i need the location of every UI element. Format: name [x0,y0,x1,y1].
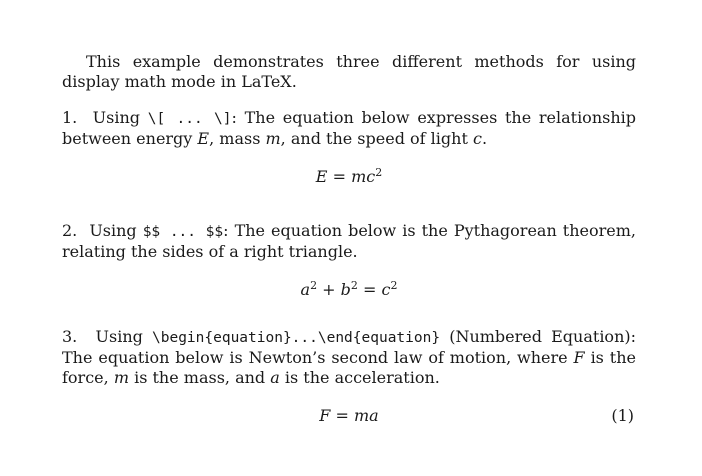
eq2-c: c [381,280,391,299]
section-1-paragraph [62,108,636,149]
eq1-equals: = [327,167,352,186]
eq2-b: b [340,280,351,299]
equation-newton [62,406,636,426]
equation-mass-energy [62,167,636,187]
section-1-text-c: , and the speed of light [280,129,473,148]
section-1-code: \[ ... \] [147,111,232,127]
section-1-number: 1. [62,108,78,127]
eq2-a-exponent: 2 [310,278,318,292]
var-a: a [270,368,280,387]
section-3-text-c: is the mass, and [128,368,271,387]
equation-number: (1) [611,406,634,425]
section-2-text: : The equation below is the Pythagorean theorem, relating the sides of a right triangle. [62,221,636,261]
section-2-code: $$ ... $$ [142,224,224,240]
section-3-number: 3. [62,327,78,346]
section-3-text-b: is the force, [62,348,636,387]
eq2-c-exponent: 2 [390,278,398,292]
section-1-text-b: , mass [209,129,266,148]
section-3-using: Using [95,327,143,346]
section-3-paragraph [62,327,636,388]
section-2-using: Using [89,221,137,240]
section-1-using: Using [92,108,141,127]
section-2-number: 2. [62,221,78,240]
eq3-lhs: F [319,406,331,425]
intro-paragraph: This example demonstrates three different methods for using display math mode in LaTeX. [62,52,636,91]
var-e: E [197,129,210,148]
var-f: F [573,348,585,367]
eq2-equals: = [357,280,382,299]
section-1-text: : The equation below expresses the relationship between energy [62,108,636,148]
var-c: c [472,129,482,148]
section-2-paragraph [62,221,636,262]
eq3-equals: = [330,406,354,425]
section-1-text-d: . [481,129,488,148]
var-m: m [265,129,281,148]
var-m-2: m [113,368,129,387]
eq3-rhs: ma [353,406,379,425]
section-3-text: (Numbered Equation): The equation below is Newton’s second law of motion, where [62,327,637,367]
eq2-plus: + [317,280,341,299]
eq2-b-exponent: 2 [350,278,358,292]
equation-pythagorean [62,280,636,300]
eq1-lhs: E [315,167,328,186]
eq1-exponent: 2 [375,165,383,179]
eq1-rhs: mc [351,167,376,186]
eq2-a: a [300,280,311,299]
section-3-code: \begin{equation}...\end{equation} [152,330,441,346]
section-3-text-d: is the acceleration. [279,368,440,387]
